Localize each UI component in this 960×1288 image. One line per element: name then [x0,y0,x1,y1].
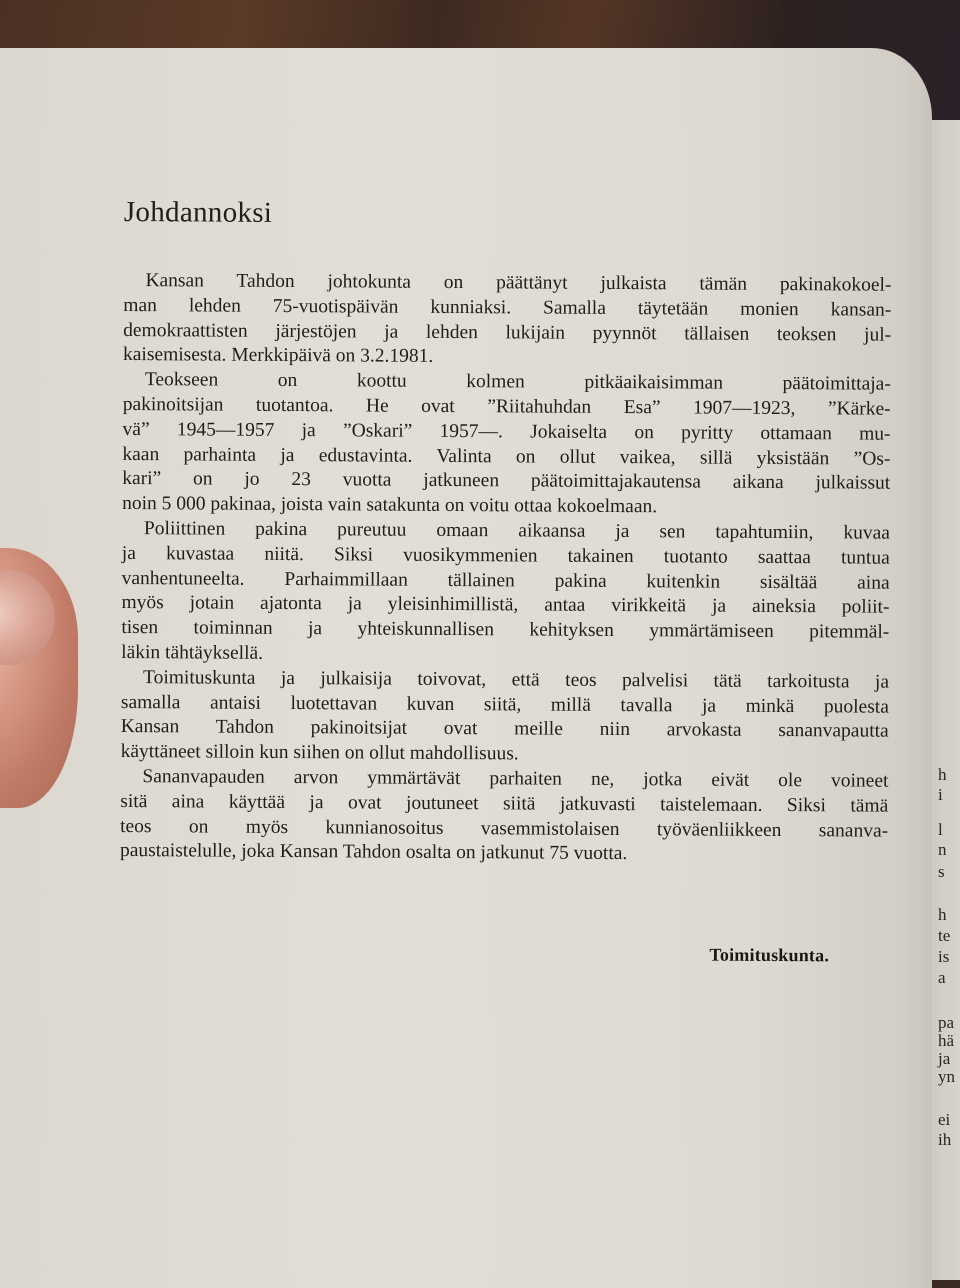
text-line: teos on myös kunnianosoitus vasemmistolaisen työväenliikkeen sananva- [120,815,889,842]
adjacent-text-fragment: ja [938,1049,951,1068]
text-line: käyttäneet silloin kun siihen on ollut mahdollisuus. [120,741,519,765]
adjacent-text-fragment: h [938,765,947,784]
text-line: sitä aina käyttää ja ovat joutuneet siitä jatkuvasti taistelemaan. Siksi tämä [120,790,889,817]
paragraph-4 [121,666,890,770]
adjacent-text-fragment: pa [938,1013,955,1032]
text-line: ja kuvastaa niitä. Siksi vuosikymmenien takainen tuotanto saattaa tuntua [121,542,890,569]
text-line: Kansan Tahdon johtokunta on päättänyt julkaista tämän pakinakokoel- [145,270,892,296]
paragraph-1 [123,269,892,373]
adjacent-text-fragment: l [938,820,943,839]
text-line: kaisemisesta. Merkkipäivä on 3.2.1981. [122,344,434,368]
text-line: Teokseen on koottu kolmen pitkäaikaisimman päätoimittaja- [144,369,891,395]
text-line: myös jotain ajatonta ja yleisinhimillistä, antaa virikkeitä ja aineksia poliit- [121,592,890,619]
adjacent-text-fragment: h [938,905,947,924]
page-title: Johdannoksi [123,196,273,229]
adjacent-text-fragment: yn [938,1067,955,1086]
adjacent-text-fragment: ih [938,1130,952,1149]
text-line: Kansan Tahdon pakinoitsijat ovat meille niin arvokasta sananvapautta [120,716,889,743]
text-line: Poliittinen pakina pureutuu omaan aikaansa ja sen tapahtumiin, kuvaa [143,518,891,544]
adjacent-text-fragment: i [938,785,943,804]
text-line: läkin tähtäyksellä. [121,641,264,664]
text-line: kari” on jo 23 vuotta jatkuneen päätoimittajakautensa aikana julkaissut [122,468,891,495]
text-line: samalla antaisi luotettavan kuvan siitä, millä tavalla ja minkä puolesta [120,691,889,718]
adjacent-text-fragment: hä [938,1031,955,1050]
text-line: tisen toiminnan ja yhteiskunnallisen kehityksen ymmärtämiseen pitemmäl- [121,617,890,643]
text-line: vä” 1945—1957 ja ”Oskari” 1957—. Jokaiselta on pyritty ottamaan mu- [122,418,891,445]
text-line: paustaistelulle, joka Kansan Tahdon osalta on jatkunut 75 vuotta. [119,840,628,865]
text-line: man lehden 75-vuotispäivän kunniaksi. Samalla täytetään monien kansan- [123,294,892,321]
adjacent-text-fragment: n [938,840,947,859]
paragraph-5 [120,765,889,869]
adjacent-text-fragment: a [938,968,946,987]
text-line: pakinoitsijan tuotantoa. He ovat ”Riitahuhdan Esa” 1907—1923, ”Kärke- [122,393,891,420]
text-line: demokraattisten järjestöjen ja lehden lukijain pyynnöt tällaisen teoksen jul- [123,319,892,346]
text-line: Sananvapauden arvon ymmärtävät parhaiten ne, jotka eivät ole voineet [142,766,889,792]
paragraph-3 [121,517,890,670]
signature: Toimituskunta. [709,944,830,966]
adjacent-text-fragment: te [938,926,951,945]
adjacent-page-edge [932,120,960,1280]
text-line: noin 5 000 pakinaa, joista vain satakunta on voitu ottaa kokoelmaan. [122,493,658,518]
page-content [119,196,892,966]
adjacent-text-fragment: is [938,947,950,966]
adjacent-text-fragment: ei [938,1110,951,1129]
text-line: vanhentuneelta. Parhaimmillaan tällainen pakina kuitenkin sisältää aina [121,567,890,594]
adjacent-text-fragment: s [938,862,945,881]
text-line: Toimituskunta ja julkaisija toivovat, että teos palvelisi tätä tarkoitusta ja [142,666,890,693]
paragraph-2 [122,368,891,521]
book-page [0,48,932,1288]
text-line: kaan parhainta ja edustavinta. Valinta on ollut vaikea, sillä yksistään ”Os- [122,443,891,470]
